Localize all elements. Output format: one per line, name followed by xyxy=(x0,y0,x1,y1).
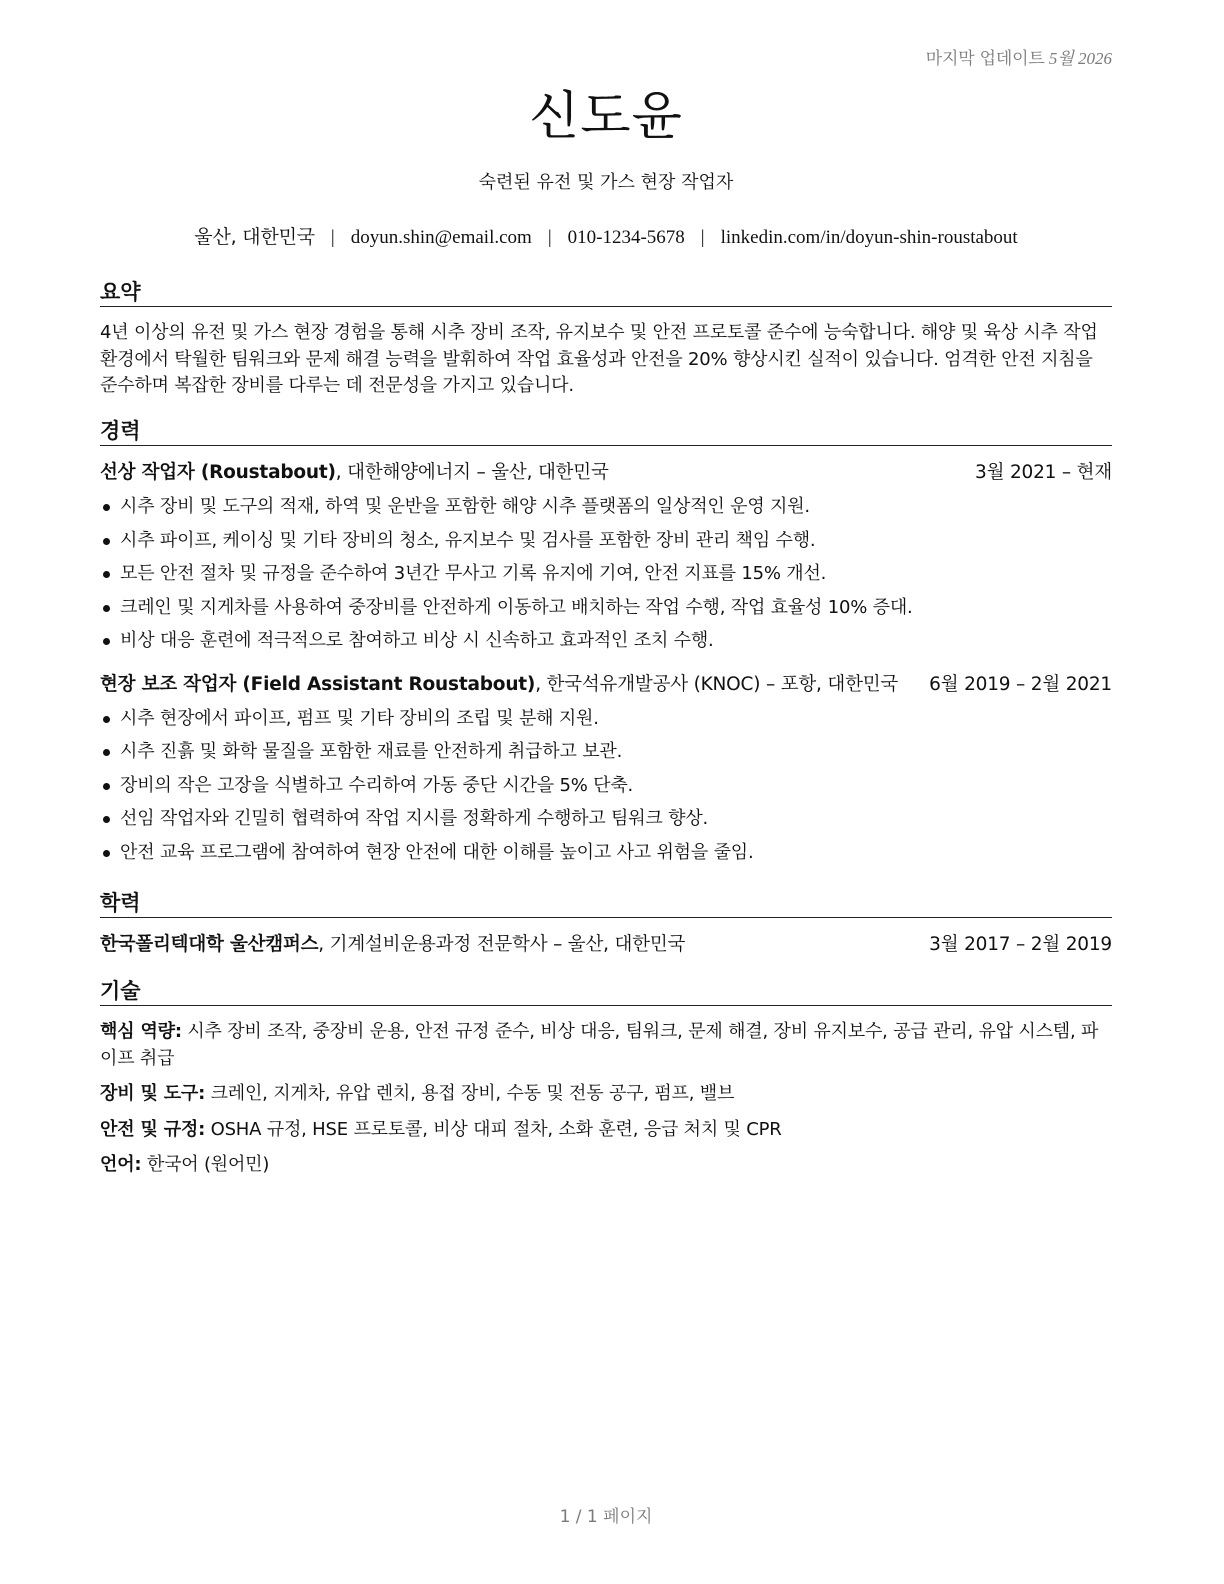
page-number: 1 / 1 페이지 xyxy=(559,1507,653,1527)
skill-row xyxy=(100,1019,1112,1072)
contact-separator: | xyxy=(330,227,335,248)
experience-section xyxy=(100,417,1112,869)
list-item: 모든 안전 절차 및 규정을 준수하여 3년간 무사고 기록 유지에 기여, 안전 지표를 15% 개선. xyxy=(100,557,1112,591)
last-updated-prefix: 마지막 업데이트 xyxy=(925,49,1045,69)
skill-value: OSHA 규정, HSE 프로토콜, 비상 대피 절차, 소화 훈련, 응급 처치 및 CPR xyxy=(205,1118,782,1140)
skills-section xyxy=(100,977,1112,1188)
skill-value: 크레인, 지게차, 유압 렌치, 용접 장비, 수동 및 전동 공구, 펌프, 밸브 xyxy=(205,1083,735,1104)
job-header xyxy=(100,460,1112,486)
education-entry xyxy=(100,932,1112,958)
job-bullets xyxy=(100,490,1112,658)
skill-label: 핵심 역량: xyxy=(100,1021,182,1042)
list-item: 안전 교육 프로그램에 참여하여 현장 안전에 대한 이해를 높이고 사고 위험을 줄임. xyxy=(100,836,1112,870)
education-detail: , 기계설비운용과정 전문학사 – 울산, 대한민국 xyxy=(318,934,686,955)
contact-phone: 010-1234-5678 xyxy=(567,227,685,248)
job-entry xyxy=(100,672,1112,870)
job-entry xyxy=(100,460,1112,658)
skill-row xyxy=(100,1152,1112,1179)
section-title-experience: 경력 xyxy=(100,417,1112,446)
skill-value: 한국어 (원어민) xyxy=(141,1154,270,1175)
job-org: , 대한해양에너지 – 울산, 대한민국 xyxy=(335,462,609,483)
contact-separator: | xyxy=(700,227,705,248)
candidate-title: 숙련된 유전 및 가스 현장 작업자 xyxy=(478,172,734,193)
last-updated xyxy=(926,44,1112,69)
job-role-line xyxy=(100,672,898,698)
skill-value: 시추 장비 조작, 중장비 운용, 안전 규정 준수, 비상 대응, 팀워크, 문제 해결, 장비 유지보수, 공급 관리, 유압 시스템, 파이프 취급 xyxy=(100,1021,1099,1069)
job-role: 선상 작업자 (Roustabout) xyxy=(100,462,336,483)
candidate-name: 신도윤 xyxy=(529,87,683,147)
skill-row xyxy=(100,1117,1112,1144)
education-school: 한국폴리텍대학 울산캠퍼스 xyxy=(100,934,319,955)
list-item: 시추 현장에서 파이프, 펌프 및 기타 장비의 조립 및 분해 지원. xyxy=(100,702,1112,736)
list-item: 시추 진흙 및 화학 물질을 포함한 재료를 안전하게 취급하고 보관. xyxy=(100,735,1112,769)
job-header xyxy=(100,672,1112,698)
section-title-skills: 기술 xyxy=(100,977,1112,1006)
list-item: 시추 장비 및 도구의 적재, 하역 및 운반을 포함한 해양 시추 플랫폼의 일상적인 운영 지원. xyxy=(100,490,1112,524)
job-bullets xyxy=(100,702,1112,870)
summary-text: 4년 이상의 유전 및 가스 현장 경험을 통해 시추 장비 조작, 유지보수 및 안전 프로토콜 준수에 능숙합니다. 해양 및 육상 시추 작업 환경에서 탁월한 팀워크와 문제 해결 능력을 발휘하여 작업 효율성과 안전을 20% 향상시킨 실적이 있습니다. 엄격한 안전 지침을 준수하며 복잡한 장비를 다루는 데 전문성을 가지고 있습니다. xyxy=(100,322,1098,396)
list-item: 선임 작업자와 긴밀히 협력하여 작업 지시를 정확하게 수행하고 팀워크 향상. xyxy=(100,802,1112,836)
skill-label: 장비 및 도구: xyxy=(100,1083,206,1104)
list-item: 시추 파이프, 케이싱 및 기타 장비의 청소, 유지보수 및 검사를 포함한 장비 관리 책임 수행. xyxy=(100,524,1112,558)
skills-list xyxy=(100,1019,1112,1179)
contact-location: 울산, 대한민국 xyxy=(194,226,315,248)
contact-separator: | xyxy=(547,227,552,248)
job-dates: 3월 2021 – 현재 xyxy=(975,462,1112,483)
job-org: , 한국석유개발공사 (KNOC) – 포항, 대한민국 xyxy=(535,673,899,695)
list-item: 장비의 작은 고장을 식별하고 수리하여 가동 중단 시간을 5% 단축. xyxy=(100,769,1112,803)
job-role-line xyxy=(100,460,609,486)
contact-line xyxy=(100,224,1112,251)
education-dates: 3월 2017 – 2월 2019 xyxy=(929,934,1112,955)
contact-linkedin[interactable]: linkedin.com/in/doyun-shin-roustabout xyxy=(720,227,1018,248)
job-role: 현장 보조 작업자 (Field Assistant Roustabout) xyxy=(100,673,536,695)
education-line xyxy=(100,932,685,958)
skill-row xyxy=(100,1081,1112,1108)
last-updated-date: 5월 2026 xyxy=(1048,49,1112,68)
education-section xyxy=(100,889,1112,958)
summary-section xyxy=(100,278,1112,400)
contact-email[interactable]: doyun.shin@email.com xyxy=(350,227,532,248)
skill-label: 언어: xyxy=(100,1154,142,1175)
resume-page xyxy=(100,0,1112,1584)
section-title-education: 학력 xyxy=(100,889,1112,918)
job-dates: 6월 2019 – 2월 2021 xyxy=(929,673,1112,695)
list-item: 크레인 및 지게차를 사용하여 중장비를 안전하게 이동하고 배치하는 작업 수행, 작업 효율성 10% 증대. xyxy=(100,591,1112,625)
list-item: 비상 대응 훈련에 적극적으로 참여하고 비상 시 신속하고 효과적인 조치 수행. xyxy=(100,624,1112,658)
skill-label: 안전 및 규정: xyxy=(100,1118,206,1140)
section-title-summary: 요약 xyxy=(100,278,1112,307)
